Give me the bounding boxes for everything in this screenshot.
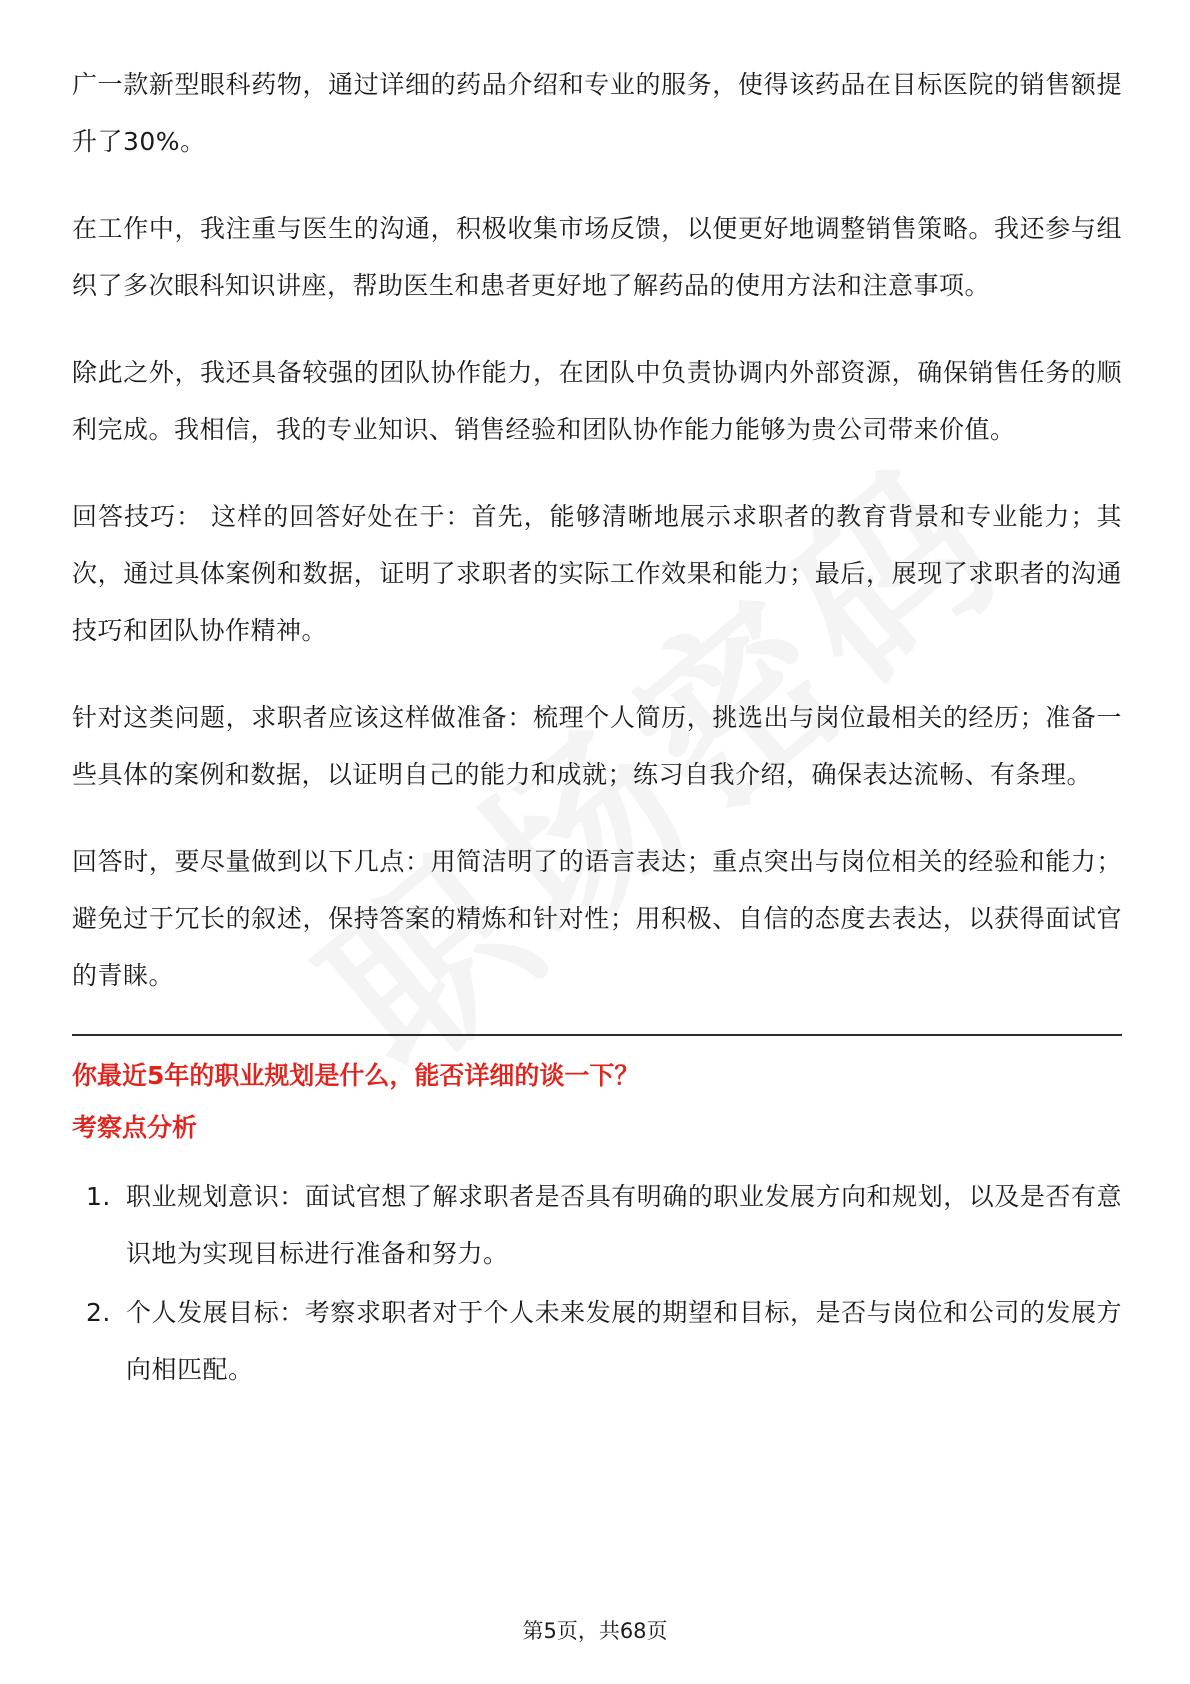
analysis-list: [72, 1168, 1122, 1398]
list-item: [72, 1284, 1122, 1398]
paragraph-3: 除此之外，我还具备较强的团队协作能力，在团队中负责协调内外部资源，确保销售任务的顺利完成。我相信，我的专业知识、销售经验和团队协作能力能够为贵公司带来价值。: [72, 358, 1122, 444]
paragraph-answer-tips: 回答技巧： 这样的回答好处在于：首先，能够清晰地展示求职者的教育背景和专业能力；其次，通过具体案例和数据，证明了求职者的实际工作效果和能力；最后，展现了求职者的沟通技巧和团队协作精神。: [72, 502, 1122, 645]
paragraph-answer-points: 回答时，要尽量做到以下几点：用简洁明了的语言表达；重点突出与岗位相关的经验和能力；避免过于冗长的叙述，保持答案的精炼和针对性；用积极、自信的态度去表达，以获得面试官的青睐。: [72, 847, 1122, 990]
list-number: 1.: [86, 1182, 111, 1211]
paragraph-2: 在工作中，我注重与医生的沟通，积极收集市场反馈，以便更好地调整销售策略。我还参与组织了多次眼科知识讲座，帮助医生和患者更好地了解药品的使用方法和注意事项。: [72, 214, 1122, 300]
list-number: 2.: [86, 1298, 111, 1327]
section-heading: 考察点分析: [72, 1113, 198, 1142]
section-divider: [72, 1034, 1122, 1036]
list-item-text: 职业规划意识：面试官想了解求职者是否具有明确的职业发展方向和规划，以及是否有意识地为实现目标进行准备和努力。: [126, 1182, 1122, 1268]
page-footer: 第5页，共68页: [522, 1619, 668, 1643]
question-title: 你最近5年的职业规划是什么，能否详细的谈一下？: [72, 1061, 640, 1090]
paragraph-1: 广一款新型眼科药物，通过详细的药品介绍和专业的服务，使得该药品在目标医院的销售额提升了30%。: [72, 70, 1122, 156]
document-page: [72, 56, 1122, 1400]
paragraph-preparation: 针对这类问题，求职者应该这样做准备：梳理个人简历，挑选出与岗位最相关的经历；准备一些具体的案例和数据，以证明自己的能力和成就；练习自我介绍，确保表达流畅、有条理。: [72, 703, 1122, 789]
list-item: [72, 1168, 1122, 1282]
list-item-text: 个人发展目标：考察求职者对于个人未来发展的期望和目标，是否与岗位和公司的发展方向相匹配。: [126, 1298, 1122, 1384]
